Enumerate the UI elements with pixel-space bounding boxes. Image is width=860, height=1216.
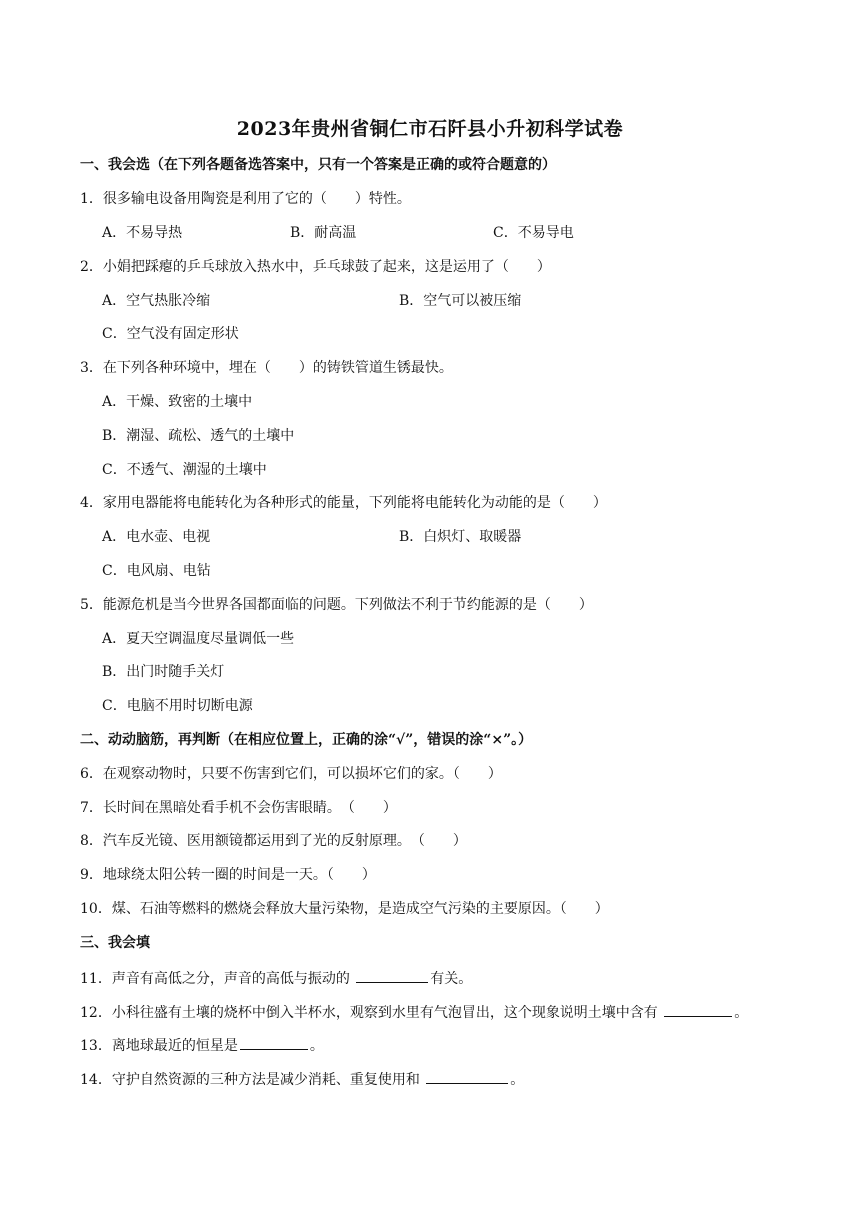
question-13-suffix: 。 <box>309 1038 324 1054</box>
section-heading-1: 一、我会选（在下列各题备选答案中，只有一个答案是正确的或符合题意的） <box>80 157 556 173</box>
question-9: 9．地球绕太阳公转一圈的时间是一天。（ ） <box>80 867 376 883</box>
question-5-option-c: C．电脑不用时切断电源 <box>102 698 253 714</box>
question-4-stem: 4．家用电器能将电能转化为各种形式的能量，下列能将电能转化为动能的是（ ） <box>80 495 607 511</box>
question-1-option-c: C．不易导电 <box>493 225 574 241</box>
question-5-option-a: A．夏天空调温度尽量调低一些 <box>102 631 295 647</box>
question-14-text: 14．守护自然资源的三种方法是减少消耗、重复使用和 <box>80 1072 425 1088</box>
question-2-option-a: A．空气热胀冷缩 <box>102 293 211 309</box>
question-2-stem: 2．小娟把踩瘪的乒乓球放入热水中，乒乓球鼓了起来，这是运用了（ ） <box>80 259 551 275</box>
question-4-option-b: B．白炽灯、取暖器 <box>399 529 522 545</box>
question-13-text: 13．离地球最近的恒星是 <box>80 1038 238 1054</box>
question-8: 8．汽车反光镜、医用额镜都运用到了光的反射原理。 （ ） <box>80 833 467 849</box>
question-3-option-b: B．潮湿、疏松、透气的土壤中 <box>102 428 295 444</box>
question-5-stem: 5．能源危机是当今世界各国都面临的问题。下列做法不利于节约能源的是（ ） <box>80 597 593 613</box>
question-3-stem: 3．在下列各种环境中，埋在（ ）的铸铁管道生锈最快。 <box>80 360 453 376</box>
question-5-option-b: B．出门时随手关灯 <box>102 664 225 680</box>
question-6: 6．在观察动物时，只要不伤害到它们，可以损坏它们的家。（ ） <box>80 766 502 782</box>
answer-blank[interactable] <box>664 1002 732 1017</box>
question-1-stem: 1．很多输电设备用陶瓷是利用了它的（ ）特性。 <box>80 191 411 207</box>
question-14 <box>80 1069 524 1089</box>
question-2-option-c: C．空气没有固定形状 <box>102 326 239 342</box>
question-12 <box>80 1002 748 1022</box>
question-2-option-b: B．空气可以被压缩 <box>399 293 522 309</box>
question-11-suffix: 有关。 <box>430 971 473 987</box>
question-4-option-a: A．电水壶、电视 <box>102 529 211 545</box>
question-1-option-a: A．不易导热 <box>102 225 183 241</box>
question-10: 10．煤、石油等燃料的燃烧会释放大量污染物，是造成空气污染的主要原因。（ ） <box>80 901 609 917</box>
question-12-suffix: 。 <box>734 1005 749 1021</box>
answer-blank[interactable] <box>356 968 428 983</box>
question-13 <box>80 1035 324 1055</box>
question-7: 7．长时间在黑暗处看手机不会伤害眼睛。 （ ） <box>80 800 397 816</box>
page-title: 2023年贵州省铜仁市石阡县小升初科学试卷 <box>236 118 624 140</box>
question-12-text: 12．小科往盛有土壤的烧杯中倒入半杯水，观察到水里有气泡冒出，这个现象说明土壤中含有 <box>80 1005 663 1021</box>
question-1-option-b: B．耐高温 <box>290 225 357 241</box>
question-11-text: 11．声音有高低之分，声音的高低与振动的 <box>80 971 355 987</box>
section-heading-3: 三、我会填 <box>80 935 150 951</box>
question-11 <box>80 968 472 988</box>
answer-blank[interactable] <box>240 1035 308 1050</box>
question-4-option-c: C．电风扇、电钻 <box>102 563 211 579</box>
question-3-option-a: A．干燥、致密的土壤中 <box>102 394 253 410</box>
answer-blank[interactable] <box>426 1069 508 1084</box>
question-14-suffix: 。 <box>510 1072 525 1088</box>
question-3-option-c: C．不透气、潮湿的土壤中 <box>102 462 267 478</box>
section-heading-2: 二、动动脑筋，再判断（在相应位置上，正确的涂“√”，错误的涂“×”。） <box>80 732 533 748</box>
